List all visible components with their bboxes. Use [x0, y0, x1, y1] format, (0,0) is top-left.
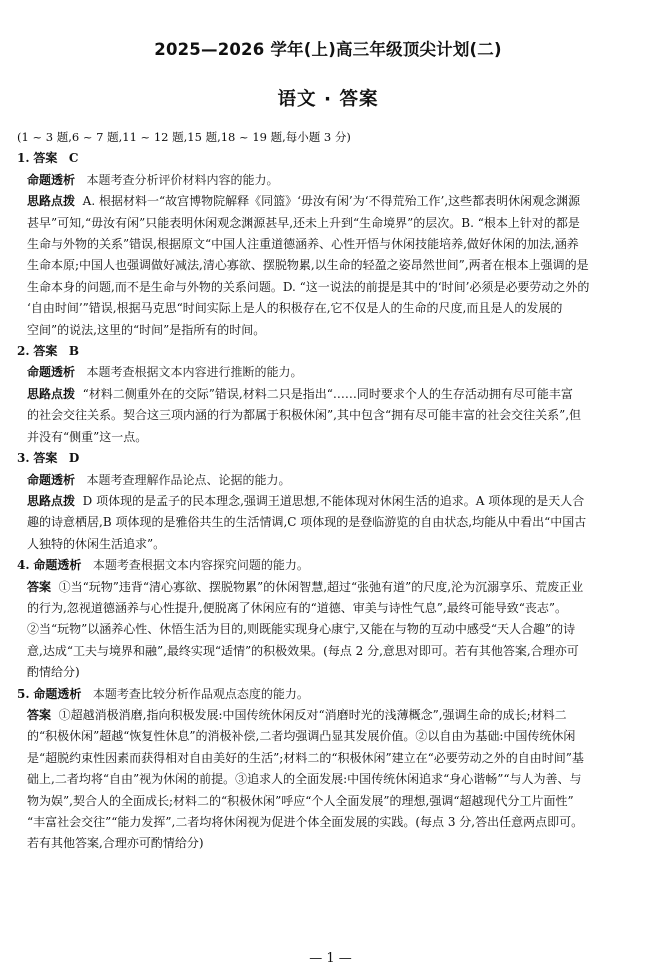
- question-3-tips: [17, 491, 639, 555]
- answer-value: B: [68, 344, 79, 359]
- tips-label: 思路点拨: [27, 493, 76, 508]
- answer-value: D: [68, 451, 80, 466]
- tips-line: 空间”的说法,这里的“时间”是指所有的时间。: [27, 322, 266, 337]
- question-3-answer: [17, 448, 639, 469]
- tips-line: 生命与外物的关系”错误,根据原文“中国人注重道德涵养、心性开悟与休闲技能培养,做好休闲的加法,涵养: [27, 237, 579, 252]
- question-2: [17, 341, 639, 448]
- question-number: 3.: [17, 451, 30, 466]
- page-title: 2025—2026 学年(上)高三年级顶尖计划(二): [154, 40, 502, 59]
- answer-line: 若有其他答案,合理亦可酌情给分): [27, 836, 204, 851]
- answer-line: ①超越消极消磨,指向积极发展:中国传统休闲反对“消磨时光的浅薄概念”,强调生命的成长;材料二: [58, 707, 567, 722]
- answer-label: 答案: [27, 579, 52, 594]
- focus-text: 本题考查根据文本内容探究问题的能力。: [92, 558, 309, 573]
- tips-label: 思路点拨: [27, 386, 76, 401]
- focus-text: 本题考查根据文本内容进行推断的能力。: [86, 365, 303, 380]
- tips-label: 思路点拨: [27, 194, 76, 209]
- question-1-tips: [17, 191, 639, 341]
- focus-label: 命题透析: [27, 365, 76, 380]
- question-number: 4.: [17, 558, 30, 573]
- tips-line: 并没有“侧重”这一点。: [27, 429, 148, 444]
- focus-label: 命题透析: [27, 472, 76, 487]
- question-3-focus: [17, 470, 639, 491]
- tips-line: ‘自由时间’”错误,根据马克思“时间实际上是人的积极存在,它不仅是人的生命的尺度,而且是人的发展的: [27, 301, 563, 316]
- question-1: [17, 148, 639, 341]
- answer-value: C: [68, 151, 79, 166]
- focus-label: 命题透析: [33, 558, 82, 573]
- page-number: — 1 —: [309, 951, 352, 966]
- answer-line: ②当“玩物”以涵养心性、休悟生活为目的,则既能实现身心康宁,又能在与物的互动中感受“天人合趣”的诗: [27, 622, 576, 637]
- tips-line: 生命本原;中国人也强调做好减法,清心寡欲、摆脱物累,以生命的轻盈之姿昂然世间”,两者在根本上强调的是: [27, 258, 589, 273]
- answer-label: 答案: [33, 451, 58, 466]
- question-2-tips: [17, 384, 639, 448]
- question-4-answer: [17, 577, 639, 684]
- answer-label: 答案: [33, 151, 58, 166]
- question-5: [17, 684, 639, 855]
- page-subtitle: 语文 · 答案: [277, 89, 379, 110]
- question-5-focus: [17, 684, 639, 705]
- tips-line: D 项体现的是孟子的民本理念,强调王道思想,不能体现对休闲生活的追求。A 项体现的是天人合: [82, 493, 585, 508]
- tips-line: 人独特的休闲生活追求”。: [27, 536, 166, 551]
- question-number: 1.: [17, 151, 30, 166]
- focus-label: 命题透析: [33, 686, 82, 701]
- answer-line: 是“超脱约束性因素而获得相对自由美好的生活”;材料二的“积极休闲”建立在“必要劳动之外的自由时间”基: [27, 750, 584, 765]
- question-5-answer: [17, 705, 639, 855]
- answer-line: ①当“玩物”违背“清心寡欲、摆脱物累”的休闲智慧,超过“张弛有道”的尺度,沦为沉溺享乐、荒废正业: [58, 579, 584, 594]
- tips-line: A. 根据材料一“故宫博物院解释《同篮》‘毋汝有闲’为‘不得荒殆工作’,这些都表明休闲观念渊源: [82, 194, 581, 209]
- question-1-focus: [17, 170, 639, 191]
- focus-text: 本题考查理解作品论点、论据的能力。: [86, 472, 291, 487]
- tips-line: 甚早”可知,“毋汝有闲”只能表明休闲观念渊源甚早,还未上升到“生命境界”的层次。B. “根本上针对的都是: [27, 215, 580, 230]
- answer-line: 的“积极休闲”超越“恢复性休息”的消极补偿,二者均强调凸显其发展价值。②以自由为基础:中国传统休闲: [27, 729, 576, 744]
- answer-label: 答案: [27, 707, 52, 722]
- focus-text: 本题考查比较分析作品观点态度的能力。: [92, 686, 309, 701]
- answer-line: 酌情给分): [27, 665, 80, 680]
- question-number: 5.: [17, 686, 30, 701]
- question-4: [17, 555, 639, 683]
- tips-line: 的社会交往关系。契合这三项内涵的行为都属于积极休闲”,其中包含“拥有尽可能丰富的社会交往关系”,但: [27, 408, 582, 423]
- question-2-focus: [17, 362, 639, 383]
- question-3: [17, 448, 639, 555]
- tips-line: 趣的诗意栖居,B 项体现的是雅俗共生的生活情调,C 项体现的是登临游览的自由状态,均能从中看出“中国古: [27, 515, 587, 530]
- question-2-answer: [17, 341, 639, 362]
- focus-text: 本题考查分析评价材料内容的能力。: [86, 172, 279, 187]
- scoring-note: (1 ~ 3 题,6 ~ 7 题,11 ~ 12 题,15 题,18 ~ 19 题,每小题 3 分): [17, 130, 351, 144]
- question-number: 2.: [17, 344, 30, 359]
- answer-line: 础上,二者均将“自由”视为休闲的前提。③追求人的全面发展:中国传统休闲追求“身心谐畅”“与人为善、与: [27, 772, 582, 787]
- tips-line: “材料二侧重外在的交际”错误,材料二只是指出“……同时要求个人的生存活动拥有尽可能丰富: [82, 386, 573, 401]
- answer-line: 物为娱”,契合人的全面成长;材料二的“积极休闲”呼应“个人全面发展”的理想,强调“超越现代分工片面性”: [27, 793, 574, 808]
- answer-line: 意,达成“工夫与境界和融”,最终实现“适情”的积极效果。(每点 2 分,意思对即可。若有其他答案,合理亦可: [27, 643, 579, 658]
- answer-line: 的行为,忽视道德涵养与心性提升,便脱离了休闲应有的“道德、审美与诗性气息”,最终可能导致“丧志”。: [27, 600, 567, 615]
- question-4-focus: [17, 555, 639, 576]
- focus-label: 命题透析: [27, 172, 76, 187]
- answer-label: 答案: [33, 344, 58, 359]
- answer-line: “丰富社会交往”“能力发挥”,二者均将休闲视为促进个体全面发展的实践。(每点 3 分,答出任意两点即可。: [27, 815, 584, 829]
- tips-line: 生命本身的问题,而不是生命与外物的关系问题。D. “这一说法的前提是其中的‘时间’必须是必要劳动之外的: [27, 279, 590, 294]
- question-1-answer: [17, 148, 639, 169]
